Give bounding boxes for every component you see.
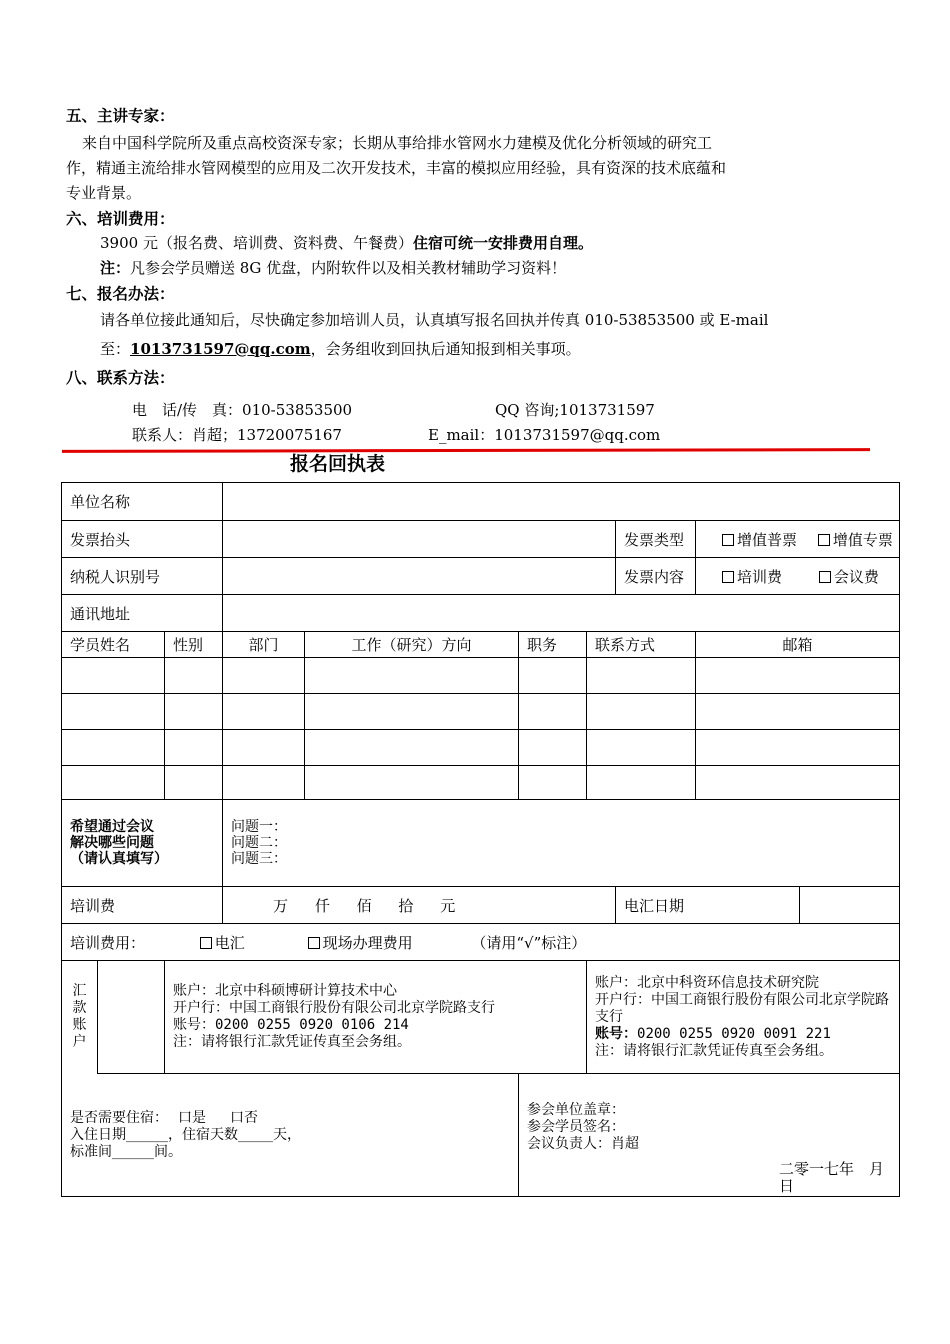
section5-line1: 来自中国科学院所及重点高校资深专家；长期从事给排水管网水力建模及优化分析领域的研究工 [82,134,713,152]
remit-char: 汇 [72,983,87,999]
table-row [62,658,900,694]
account-1-no: 0200 0255 0920 0106 214 [215,1017,409,1033]
seal-signature: 参会学员签名： [527,1119,626,1135]
cell[interactable] [587,730,696,766]
col-email: 邮箱 [696,632,900,658]
cell[interactable] [223,694,305,730]
cell[interactable] [165,658,223,694]
question-3: 问题三： [231,851,288,867]
col-position: 职务 [519,632,587,658]
questions-label-line: （请认真填写） [70,851,168,867]
col-contact: 联系方式 [587,632,696,658]
cell[interactable] [519,730,587,766]
registration-form [61,482,915,1197]
cell[interactable] [305,658,519,694]
account-2-note: 注：请将银行汇款凭证传真至会务组。 [595,1042,834,1059]
cell[interactable] [223,766,305,800]
fee-line [100,231,593,256]
fee-note-label: 注： [100,259,131,277]
vat-special-label: 增值专票 [832,530,893,549]
contact-phone: 电 话/传 真：010-53853500 [132,401,353,419]
cell[interactable] [62,658,165,694]
remit-char: 户 [72,1034,87,1050]
account-2-name: 账户：北京中科资环信息技术研究院 [595,974,820,991]
unit-qian: 仟 [314,896,330,915]
cell[interactable] [519,658,587,694]
cell[interactable] [696,730,900,766]
remit-char: 账 [72,1017,87,1033]
cell[interactable] [305,766,519,800]
lodging-yes-checkbox[interactable]: 口 [178,1109,192,1126]
cell[interactable] [587,658,696,694]
fee-note-text: 凡参会学员赠送 8G 优盘，内附软件以及相关教材辅助学习资料！ [130,259,567,277]
unit-name-field[interactable] [223,483,900,521]
cell[interactable] [223,730,305,766]
account-2-no-label: 账号： [595,1025,638,1042]
email-link[interactable]: 1013731597@qq.com [130,340,311,358]
invoice-title-field[interactable] [223,521,616,558]
lodging-no-label: 否 [244,1109,258,1126]
table-row [62,694,900,730]
wire-date-label: 电汇日期 [616,887,800,924]
training-fee-label: 培训费 [62,887,223,924]
section7-line2 [100,337,581,362]
questions-label-line: 希望通过会议 [70,819,154,835]
lodging-no-checkbox[interactable]: 口 [230,1109,244,1126]
cell[interactable] [62,694,165,730]
fee-bold-text: 住宿可统一安排费用自理。 [412,234,593,252]
training-fee-option-label: 培训费 [737,567,783,586]
wire-checkbox[interactable] [200,937,212,949]
invoice-content-options [696,558,900,595]
lodging-question [70,1110,510,1127]
onsite-checkbox[interactable] [308,937,320,949]
account-1-name: 账户：北京中科硕博研计算技术中心 [173,983,397,999]
meeting-fee-option-label: 会议费 [833,567,879,586]
invoice-title-label: 发票抬头 [62,521,223,558]
lodging-dates[interactable]: 入住日期______，住宿天数_____天， [70,1126,301,1143]
payment-method-row [62,924,900,961]
vat-special-checkbox[interactable] [818,534,830,546]
unit-bai: 佰 [356,896,372,915]
address-field[interactable] [223,595,900,632]
section7-line1: 请各单位接此通知后，尽快确定参加培训人员，认真填写报名回执并传真 010-53853500 或 E-mail [100,311,769,329]
section5-line2: 作，精通主流给排水管网模型的应用及二次开发技术，丰富的模拟应用经验，具有资深的技术底蕴和 [66,159,727,177]
lodging-question-label: 是否需要住宿： [70,1109,168,1126]
contact-person: 联系人：肖超；13720075167 [132,426,342,444]
section7-suffix: ，会务组收到回执后通知报到相关事项。 [310,340,581,358]
cell[interactable] [223,658,305,694]
cell[interactable] [587,766,696,800]
taxpayer-id-field[interactable] [223,558,616,595]
cell[interactable] [165,694,223,730]
section6-heading: 六、培训费用： [66,210,175,228]
account-1-bank: 开户行：中国工商银行股份有限公司北京学院路支行 [173,1000,495,1016]
taxpayer-id-label: 纳税人识别号 [62,558,223,595]
contact-email: E_mail：1013731597@qq.com [428,426,661,444]
training-fee-checkbox[interactable] [722,571,734,583]
account-1-note: 注：请将银行汇款凭证传真至会务组。 [173,1034,411,1050]
cell[interactable] [62,766,165,800]
unit-shi: 拾 [398,896,414,915]
cell[interactable] [165,730,223,766]
invoice-content-label: 发票内容 [616,558,696,595]
cell[interactable] [587,694,696,730]
seal-date: 二零一七年 月 日 [779,1160,915,1195]
section5-heading: 五、主讲专家： [66,107,175,125]
seal-manager: 会议负责人：肖超 [527,1136,640,1152]
vat-normal-checkbox[interactable] [722,534,734,546]
question-1: 问题一： [231,819,288,835]
payment-hint: （请用“√”标注） [471,933,587,952]
lodging-rooms[interactable]: 标准间______间。 [70,1143,182,1160]
cell[interactable] [519,694,587,730]
col-name: 学员姓名 [62,632,165,658]
payment-label: 培训费用： [70,933,146,952]
wire-date-field[interactable] [800,887,900,924]
cell[interactable] [519,766,587,800]
invoice-type-label: 发票类型 [616,521,696,558]
cell[interactable] [62,730,165,766]
fee-text: 3900 元（报名费、培训费、资料费、午餐费） [100,234,413,252]
contact-qq: QQ 咨询;1013731597 [495,401,655,419]
lodging-yes-label: 是 [192,1109,206,1126]
onsite-label: 现场办理费用 [322,933,413,952]
red-divider [62,448,870,453]
section5-line3: 专业背景。 [66,184,142,202]
unit-wan: 万 [273,896,289,915]
col-department: 部门 [223,632,305,658]
account-2-bank: 开户行：中国工商银行股份有限公司北京学院路支行 [595,991,890,1025]
amount-field[interactable] [223,887,616,924]
col-research-direction: 工作（研究）方向 [305,632,519,658]
meeting-fee-checkbox[interactable] [819,571,831,583]
fee-note [100,256,566,281]
col-gender: 性别 [165,632,223,658]
cell[interactable] [305,694,519,730]
cell[interactable] [305,730,519,766]
account-2 [587,961,900,1074]
question-2: 问题二： [231,835,288,851]
seal-section [519,1074,915,1197]
lodging-section [62,1074,519,1197]
invoice-type-options [696,521,900,558]
address-label: 通讯地址 [62,595,223,632]
section8-heading: 八、联系方法： [66,369,175,387]
account-2-no: 0200 0255 0920 0091 221 [637,1025,831,1042]
cell[interactable] [696,658,900,694]
table-row [62,730,900,766]
remit-char: 款 [72,1000,87,1016]
account-1-number [173,1017,578,1034]
section7-heading: 七、报名办法： [66,285,175,303]
account-1-no-label: 账号： [173,1017,215,1033]
account-1 [165,961,587,1074]
form-title: 报名回执表 [290,453,386,475]
section7-prefix: 至： [100,340,131,358]
questions-field[interactable] [223,800,900,887]
questions-label [62,800,223,887]
unit-name-label: 单位名称 [62,483,223,521]
table-row [62,766,900,800]
cell[interactable] [696,766,900,800]
account-2-number [595,1026,891,1043]
vat-normal-label: 增值普票 [737,530,798,549]
remit-account-label [62,961,98,1074]
cell[interactable] [696,694,900,730]
wire-label: 电汇 [214,933,245,952]
cell[interactable] [165,766,223,800]
questions-label-line: 解决哪些问题 [70,835,154,851]
seal-stamp: 参会单位盖章： [527,1102,626,1118]
unit-yuan: 元 [440,896,456,915]
